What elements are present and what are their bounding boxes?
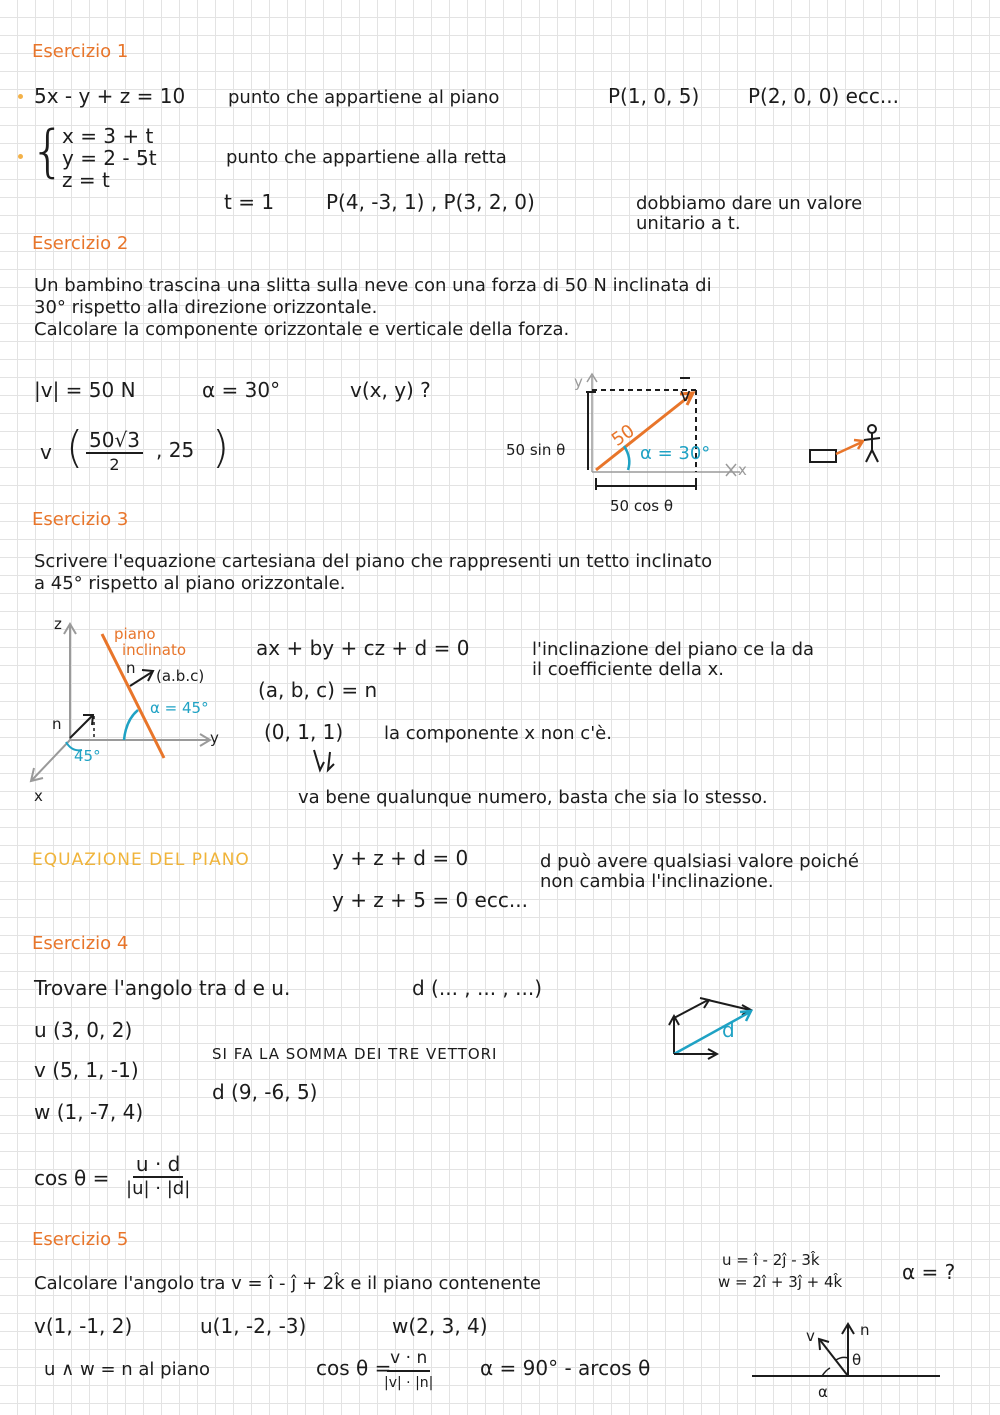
result-y-component: , 25 — [156, 438, 195, 462]
w-vector: w (1, -7, 4) — [34, 1100, 144, 1124]
exercise-3-text-1: Scrivere l'equazione cartesiana del piano che rappresenti un tetto inclinato — [34, 551, 713, 572]
exercise-2-text-3: Calcolare la componente orizzontale e verticale della forza. — [34, 319, 570, 340]
plane-equation: 5x - y + z = 10 — [34, 84, 186, 108]
ex5-cos-denominator: |v| · |n| — [384, 1375, 434, 1391]
plane-label-1: piano — [114, 625, 156, 643]
normal-label: n — [52, 715, 62, 733]
result-fraction — [86, 428, 143, 476]
inclination-note-1: l'inclinazione del piano ce la da — [532, 639, 815, 660]
diagram-v: v — [806, 1327, 815, 1345]
exercise-4-title: Esercizio 4 — [32, 933, 129, 954]
child-arms — [864, 438, 880, 440]
alpha-arc — [822, 1368, 830, 1376]
ex5-cos-numerator: v · n — [387, 1346, 430, 1372]
result-numerator: 50√3 — [86, 428, 143, 454]
plane-point-description: punto che appartiene al piano — [228, 87, 500, 108]
alpha-formula: α = 90° - arcos θ — [480, 1356, 651, 1380]
plane-point-2: P(2, 0, 0) ecc... — [748, 84, 899, 108]
diagram-x-label: x — [738, 461, 747, 479]
inclination-note-2: il coefficiente della x. — [532, 659, 724, 680]
given-magnitude: |v| = 50 N — [34, 378, 136, 402]
exercise-3-text-2: a 45° rispetto al piano orizzontale. — [34, 573, 346, 594]
diagram-alpha: α — [818, 1383, 828, 1401]
bullet-dot — [18, 94, 23, 99]
system-brace: { — [30, 119, 66, 184]
alpha-question: α = ? — [902, 1260, 956, 1284]
w-definition: w = 2î + 3ĵ + 4k̂ — [718, 1273, 843, 1291]
arrow-down-icon — [328, 752, 334, 770]
unknown-vector: v(x, y) ? — [350, 378, 431, 402]
u-vector-components: u(1, -2, -3) — [200, 1314, 307, 1338]
d-vector-result: d (9, -6, 5) — [212, 1080, 318, 1104]
diagram-horizontal-label: 50 cos θ — [610, 497, 674, 515]
child-leg — [866, 450, 872, 462]
line-eq-z: z = t — [62, 168, 110, 192]
result-denominator: 2 — [109, 455, 120, 474]
ex5-cos-label: cos θ = — [316, 1356, 392, 1380]
diagram-magnitude: 50 — [607, 420, 639, 451]
line-eq-y: y = 2 - 5t — [62, 146, 157, 170]
plane-equation-title: EQUAZIONE DEL PIANO — [32, 850, 250, 870]
line-points: P(4, -3, 1) , P(3, 2, 0) — [326, 190, 535, 214]
diagram-y-label: y — [574, 373, 583, 391]
down-arrows — [310, 748, 340, 776]
exercise-4-text: Trovare l'angolo tra d e u. — [34, 976, 291, 1000]
normal-abc-label: (a.b.c) — [156, 667, 205, 685]
exercise-2-title: Esercizio 2 — [32, 233, 129, 254]
u-vector: u (3, 0, 2) — [34, 1018, 133, 1042]
diagram-n: n — [860, 1321, 870, 1339]
cos-theta-numerator: u · d — [133, 1152, 183, 1178]
child-head — [868, 425, 876, 433]
plane-equation-1: y + z + d = 0 — [332, 846, 469, 870]
diagram-vertical-label: 50 sin θ — [506, 441, 566, 459]
arrow-down-icon — [314, 750, 324, 770]
example-note: la componente x non c'è. — [384, 723, 612, 744]
alpha-label: α = 45° — [150, 699, 209, 717]
theta-arc — [836, 1357, 848, 1360]
angle-arc — [124, 710, 138, 740]
plane-equation-2: y + z + 5 = 0 ecc... — [332, 888, 528, 912]
normal-label-top: n — [126, 659, 136, 677]
child-leg — [872, 450, 878, 462]
x-axis — [32, 740, 70, 780]
plane-d-note-1: d può avere qualsiasi valore poiché — [540, 851, 859, 872]
any-number-note: va bene qualunque numero, basta che sia lo stesso. — [298, 787, 768, 808]
unit-value-note-1: dobbiamo dare un valore — [636, 193, 863, 214]
v-vector: v (5, 1, -1) — [34, 1058, 139, 1082]
exercise-2-text-2: 30° rispetto alla direzione orizzontale. — [34, 297, 378, 318]
cos-theta-fraction — [126, 1152, 190, 1200]
exercise-5-title: Esercizio 5 — [32, 1229, 129, 1250]
cos-theta-denominator: |u| · |d| — [126, 1178, 191, 1199]
vector-sum-diagram — [660, 996, 770, 1062]
plane-d-note-2: non cambia l'inclinazione. — [540, 871, 774, 892]
ex5-cos-fraction — [384, 1346, 433, 1394]
plane-point-1: P(1, 0, 5) — [608, 84, 700, 108]
t-value: t = 1 — [224, 190, 275, 214]
sled-sketch — [808, 422, 888, 472]
result-vector-label: v — [40, 440, 52, 464]
bullet-dot — [18, 154, 23, 159]
sum-note: SI FA LA SOMMA DEI TRE VETTORI — [212, 1045, 498, 1063]
plane-diagram-z: z — [54, 615, 62, 633]
diagram-d-label: d — [722, 1018, 735, 1042]
angle-plane-diagram — [748, 1318, 948, 1398]
cross-product-note: u ∧ w = n al piano — [44, 1359, 211, 1380]
line-eq-x: x = 3 + t — [62, 124, 154, 148]
normal-example: (0, 1, 1) — [264, 720, 344, 744]
exercise-1-title: Esercizio 1 — [32, 41, 129, 62]
diagram-v-label: v — [680, 385, 691, 406]
w-vector-components: w(2, 3, 4) — [392, 1314, 488, 1338]
d-vector-unknown: d (... , ... , ...) — [412, 976, 543, 1000]
diagram-theta: θ — [852, 1351, 862, 1369]
diagram-angle: α = 30° — [640, 443, 711, 464]
close-paren: ) — [212, 422, 230, 473]
plane-diagram-x: x — [34, 787, 43, 805]
vector-d — [674, 1012, 750, 1054]
line-point-description: punto che appartiene alla retta — [226, 147, 507, 168]
exercise-2-text-1: Un bambino trascina una slitta sulla neve con una forza di 50 N inclinata di — [34, 275, 712, 296]
exercise-5-text: Calcolare l'angolo tra v = î - ĵ + 2k̂ e il piano contenente — [34, 1273, 541, 1294]
open-paren: ( — [66, 422, 84, 473]
u-definition: u = î - 2ĵ - 3k̂ — [722, 1251, 820, 1269]
plane-label-2: inclinato — [122, 641, 187, 659]
given-angle: α = 30° — [202, 378, 281, 402]
v-vector-components: v(1, -1, 2) — [34, 1314, 133, 1338]
angle-45-label: 45° — [74, 747, 101, 765]
unit-value-note-2: unitario a t. — [636, 213, 741, 234]
plane-general-equation: ax + by + cz + d = 0 — [256, 636, 470, 660]
normal-vector — [70, 716, 92, 738]
normal-equals-abc: (a, b, c) = n — [258, 678, 378, 702]
cos-theta-label: cos θ = — [34, 1166, 110, 1190]
plane-diagram-y: y — [210, 729, 219, 747]
vector-v — [674, 1000, 708, 1018]
sled-box — [810, 450, 836, 462]
exercise-3-title: Esercizio 3 — [32, 509, 129, 530]
